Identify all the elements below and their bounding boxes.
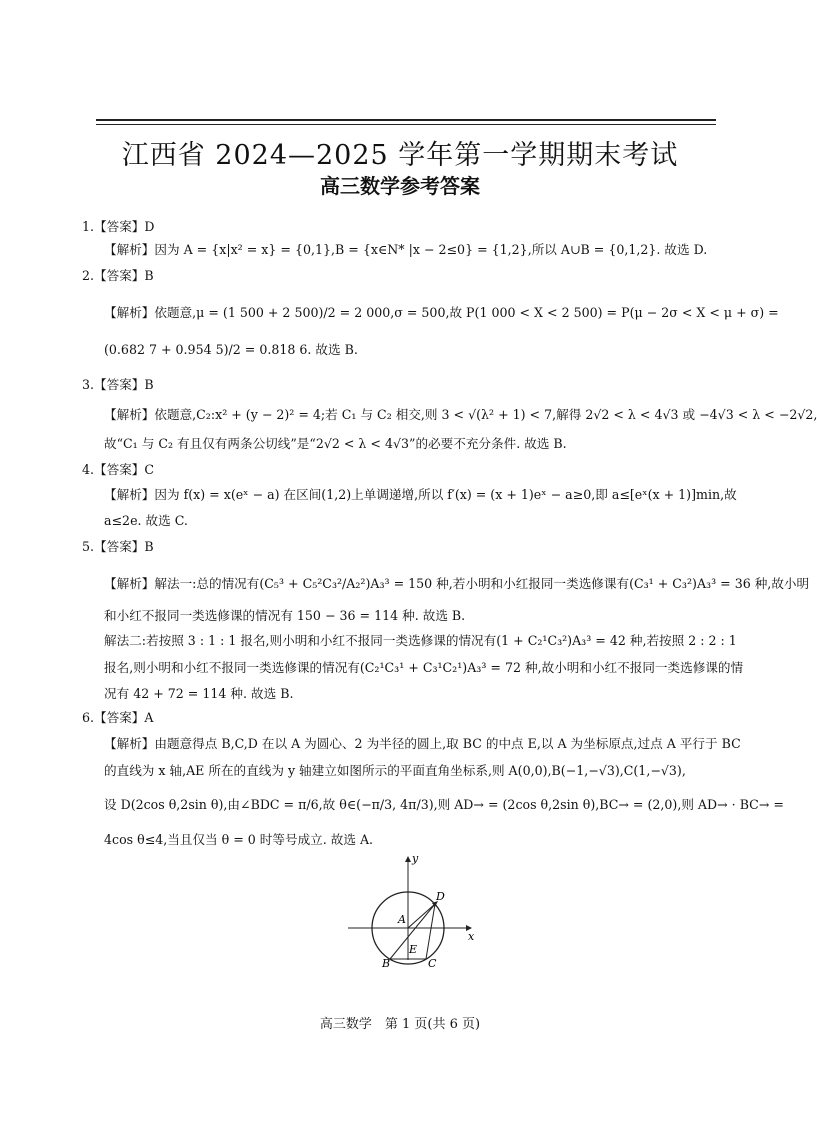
answer-5-method-1: 【解析】解法一:总的情况有(C₅³ + C₅²C₃²/A₂²)A₃³ = 150 种,若小明和小红报同一类选修课有(C₃¹ + C₃²)A₃³ = 36 种,故小明 xyxy=(104,576,810,591)
label-d: D xyxy=(436,890,445,903)
label-e: E xyxy=(409,943,418,956)
header-rule-thin xyxy=(96,124,716,125)
label-a: A xyxy=(398,913,406,926)
answer-1-analysis: 【解析】因为 A = {x|x² = x} = {0,1},B = {x∈N* |x − 2≤0} = {1,2},所以 A∪B = {0,1,2}. 故选 D. xyxy=(104,242,708,257)
answer-5-method-2: 解法二:若按照 3 : 1 : 1 报名,则小明和小红不报同一类选修课的情况有(1 + C₂¹C₃²)A₃³ = 42 种,若按照 2 : 2 : 1 xyxy=(104,633,737,648)
answer-6-analysis-cont: 的直线为 x 轴,AE 所在的直线为 y 轴建立如图所示的平面直角坐标系,则 A(0,0),B(−1,−√3),C(1,−√3), xyxy=(104,763,686,778)
answer-2-analysis-cont: (0.682 7 + 0.954 5)/2 = 0.818 6. 故选 B. xyxy=(104,342,358,357)
page-title: 江西省 2024—2025 学年第一学期期末考试 xyxy=(121,140,679,171)
answer-3-analysis-cont: 故“C₁ 与 C₂ 有且仅有两条公切线”是“2√2 < λ < 4√3”的必要不充分条件. 故选 B. xyxy=(104,436,567,451)
answer-3-label: 3.【答案】B xyxy=(82,377,154,392)
y-axis-arrow xyxy=(405,856,411,862)
header-rule-thick xyxy=(96,119,716,121)
answer-4-label: 4.【答案】C xyxy=(82,462,155,477)
page-subtitle: 高三数学参考答案 xyxy=(320,174,480,198)
answer-2-analysis: 【解析】依题意,μ = (1 500 + 2 500)/2 = 2 000,σ = 500,故 P(1 000 < X < 2 500) = P(μ − 2σ < X < μ + σ) = xyxy=(104,305,779,320)
answer-5-method-2-end: 况有 42 + 72 = 114 种. 故选 B. xyxy=(104,686,294,701)
label-y: y xyxy=(412,852,419,865)
label-c: C xyxy=(428,957,437,970)
answer-4-analysis-cont: a≤2e. 故选 C. xyxy=(104,513,188,528)
segment-ad xyxy=(408,904,435,928)
answer-4-analysis: 【解析】因为 f(x) = x(eˣ − a) 在区间(1,2)上单调递增,所以 f′(x) = (x + 1)eˣ − a≥0,即 a≤[eˣ(x + 1)]min,故 xyxy=(104,487,737,502)
answer-2-label: 2.【答案】B xyxy=(82,268,154,283)
answer-6-analysis-end: 4cos θ≤4,当且仅当 θ = 0 时等号成立. 故选 A. xyxy=(104,832,374,847)
label-x: x xyxy=(468,930,475,943)
coordinate-circle-figure xyxy=(340,848,480,968)
label-b: B xyxy=(382,957,391,970)
answer-5-label: 5.【答案】B xyxy=(82,539,154,554)
segment-cd xyxy=(426,904,435,959)
answer-6-label: 6.【答案】A xyxy=(82,710,154,725)
answer-3-analysis: 【解析】依题意,C₂:x² + (y − 2)² = 4;若 C₁ 与 C₂ 相交,则 3 < √(λ² + 1) < 7,解得 2√2 < λ < 4√3 或 −4√3 < λ < −2√2, xyxy=(104,407,817,422)
answer-6-analysis-cont2: 设 D(2cos θ,2sin θ),由∠BDC = π/6,故 θ∈(−π/3, 4π/3),则 AD→ = (2cos θ,2sin θ),BC→ = (2,0),则 AD→ · BC→ = xyxy=(104,797,784,812)
answer-5-method-1-cont: 和小红不报同一类选修课的情况有 150 − 36 = 114 种. 故选 B. xyxy=(104,608,466,623)
answer-1-label: 1.【答案】D xyxy=(82,219,155,234)
answer-5-method-2-cont: 报名,则小明和小红不报同一类选修课的情况有(C₂¹C₃¹ + C₃¹C₂¹)A₃³ = 72 种,故小明和小红不报同一类选修课的情 xyxy=(104,660,744,675)
answer-6-analysis: 【解析】由题意得点 B,C,D 在以 A 为圆心、2 为半径的圆上,取 BC 的中点 E,以 A 为坐标原点,过点 A 平行于 BC xyxy=(104,736,741,751)
page-footer: 高三数学 第 1 页(共 6 页) xyxy=(319,1017,481,1032)
